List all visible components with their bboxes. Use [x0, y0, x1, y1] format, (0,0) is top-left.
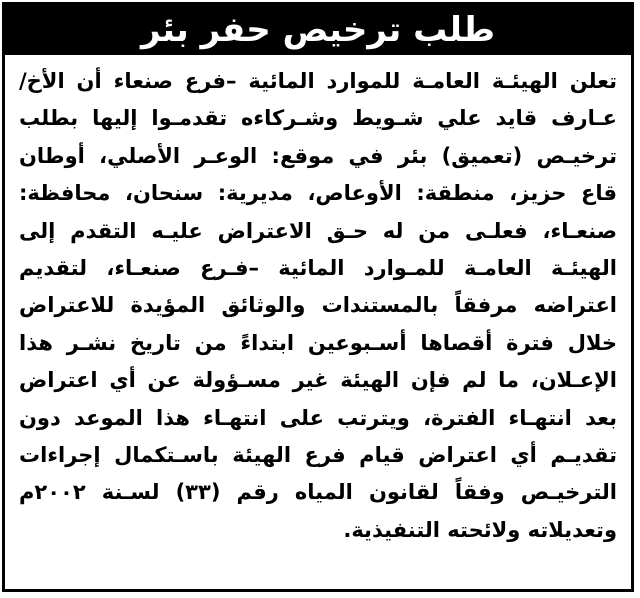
body-line-10: بعد انتهـاء الفترة، ويترتب على انتهـاء هذا الموعد دون [19, 405, 617, 430]
body-line-12: الترخيـص وفقاً لقانون المياه رقم (٣٣) لسـنة ٢٠٠٢م [19, 480, 617, 505]
body-line-9: الإعـلان، ما لم فإن الهيئة غير مسـؤولة عن أي اعتراض [19, 368, 617, 393]
body-line-11: تقديـم أي اعتراض قيام فرع الهيئة باسـتكمال إجراءات [19, 442, 617, 467]
body-line-8: خلال فترة أقصاها أسـبوعين ابتداءً من تاريخ نشـر هذا [19, 330, 617, 355]
body-line-3: ترخيـص (تعميق) بئر في موقع: الوعـر الأصلي، أوطان [19, 143, 617, 168]
notice-box [2, 2, 634, 592]
body-line-13: وتعديلاته ولائحته التنفيذية. [343, 517, 617, 542]
body-line-7: اعتراضه مرفقاً بالمستندات والوثائق المؤيدة للاعتراض [19, 293, 617, 318]
body-line-6: الهيئـة العامـة للمـوارد المائية –فـرع صنعـاء، لتقديم [19, 255, 617, 280]
title-bar [5, 5, 631, 55]
body-line-2: عـارف قايد علي شـويط وشـركاءه تقدمـوا إليها بطلب [19, 106, 617, 131]
body-line-4: قاع حزيز، منطقة: الأوعاص، مديرية: سنحان، محافظة: [19, 181, 617, 206]
notice-body [19, 63, 617, 549]
notice-title: طلب ترخيص حفر بئر [140, 10, 495, 50]
body-line-1: تعلن الهيئـة العامـة للموارد المائية –فرع صنعاء أن الأخ/ [19, 69, 617, 93]
body-line-5: صنعـاء، فعلـى من له حـق الاعتراض عليـه التقدم إلى [19, 218, 617, 243]
